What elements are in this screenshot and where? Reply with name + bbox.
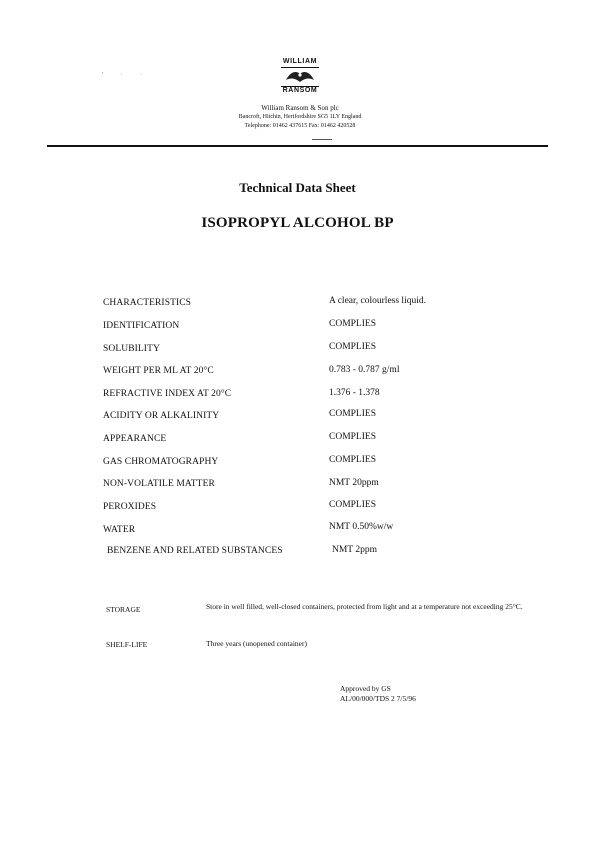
spec-label: PEROXIDES	[103, 502, 157, 512]
logo-text-bottom: RANSOM	[282, 87, 318, 94]
company-name: William Ransom & Son plc	[261, 104, 339, 112]
company-phone: Telephone: 01462 437615 Fax: 01462 420528	[244, 123, 356, 129]
spec-value: NMT 0.50%w/w	[329, 522, 394, 532]
shelf-life-value: Three years (unopened container)	[206, 639, 307, 648]
header-divider	[47, 145, 548, 147]
spec-value: NMT 20ppm	[329, 478, 379, 488]
document-title: Technical Data Sheet	[239, 180, 356, 195]
spec-value: COMPLIES	[329, 455, 376, 465]
spec-value: COMPLIES	[329, 342, 376, 352]
spec-value: 1.376 - 1.378	[329, 388, 380, 398]
spec-label: REFRACTIVE INDEX AT 20°C	[103, 389, 232, 399]
storage-value: Store in well filled, well-closed containers, protected from light and at a temperature not exceeding 25°C.	[206, 602, 523, 611]
margin-mark: ' · ·	[102, 72, 151, 78]
spec-value: COMPLIES	[329, 500, 376, 510]
spec-label: CHARACTERISTICS	[103, 298, 192, 308]
spec-value: COMPLIES	[329, 432, 376, 442]
stray-mark	[312, 139, 332, 140]
spec-value: NMT 2ppm	[332, 545, 377, 555]
spec-value: A clear, colourless liquid.	[329, 296, 426, 306]
oak-leaf-logo-icon	[282, 68, 318, 84]
approval-line: Approved by GS	[340, 684, 391, 693]
spec-label: IDENTIFICATION	[103, 321, 180, 331]
company-address: Bancroft, Hitchin, Hertfordshire SG5 1LY England	[238, 114, 362, 120]
spec-value: COMPLIES	[329, 409, 376, 419]
storage-label: STORAGE	[106, 605, 141, 614]
spec-value: 0.783 - 0.787 g/ml	[329, 365, 400, 375]
spec-label: APPEARANCE	[103, 434, 167, 444]
document-reference: AL/00/000/TDS 2 7/5/96	[340, 694, 416, 703]
spec-label: WATER	[103, 525, 136, 535]
spec-label: BENZENE AND RELATED SUBSTANCES	[107, 546, 283, 556]
logo-text-top: WILLIAM	[282, 58, 318, 65]
shelf-life-label: SHELF-LIFE	[106, 640, 148, 649]
spec-label: NON-VOLATILE MATTER	[103, 479, 215, 489]
spec-label: WEIGHT PER ML AT 20°C	[103, 366, 214, 376]
spec-label: ACIDITY OR ALKALINITY	[103, 411, 220, 421]
spec-value: COMPLIES	[329, 319, 376, 329]
product-title: ISOPROPYL ALCOHOL BP	[201, 215, 394, 231]
spec-label: SOLUBILITY	[103, 344, 160, 354]
spec-label: GAS CHROMATOGRAPHY	[103, 457, 219, 467]
